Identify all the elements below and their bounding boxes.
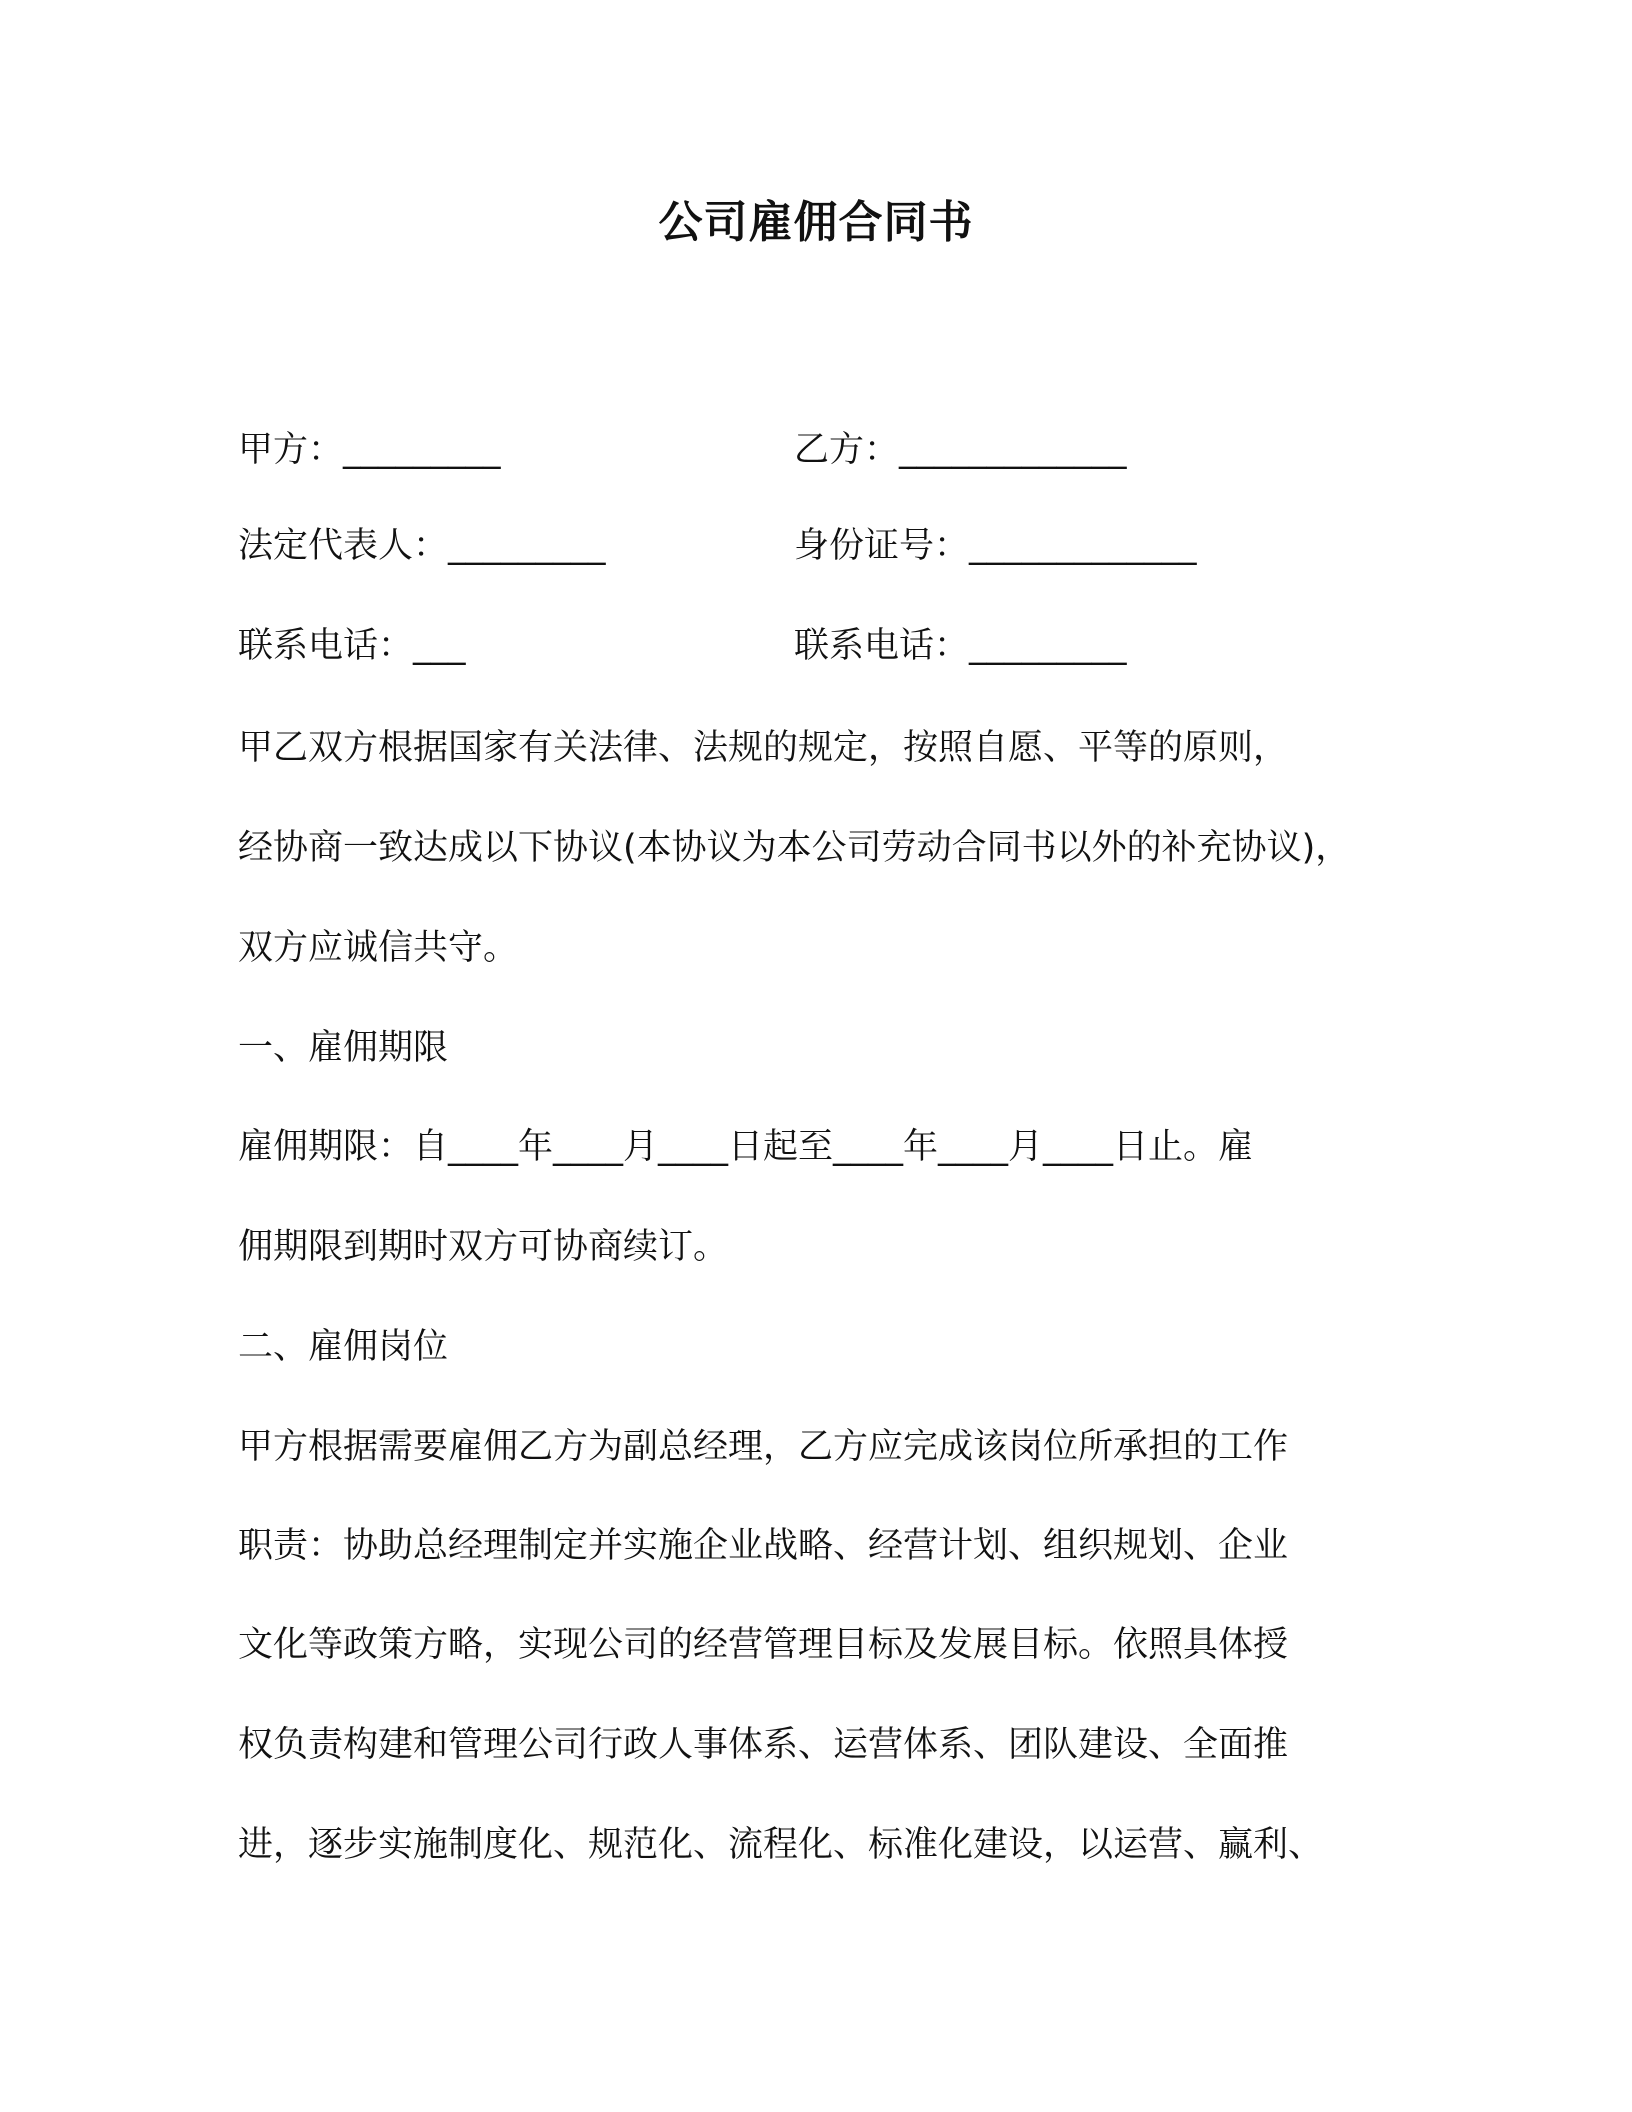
party-a-field: 甲方：_________ (238, 430, 501, 470)
party-b-phone-field: 联系电话：_________ (794, 626, 1127, 666)
party-a-phone-field: 联系电话：___ (238, 626, 466, 666)
section-text-line: 甲方根据需要雇佣乙方为副总经理，乙方应完成该岗位所承担的工作 (238, 1427, 1289, 1467)
section-heading-term: 一、雇佣期限 (238, 1028, 449, 1068)
section-text-line: 权负责构建和管理公司行政人事体系、运营体系、团队建设、全面推 (238, 1725, 1289, 1765)
section-text-line: 进，逐步实施制度化、规范化、流程化、标准化建设，以运营、赢利、 (238, 1825, 1324, 1865)
section-text-line: 文化等政策方略，实现公司的经营管理目标及发展目标。依照具体授 (238, 1625, 1289, 1665)
section-heading-position: 二、雇佣岗位 (238, 1327, 449, 1367)
legal-representative-field: 法定代表人：_________ (238, 526, 606, 566)
document-title: 公司雇佣合同书 (658, 197, 974, 248)
intro-line: 双方应诚信共守。 (238, 928, 519, 968)
section-text-line: 雇佣期限：自____年____月____日起至____年____月____日止。雇 (238, 1127, 1254, 1167)
party-b-field: 乙方：_____________ (794, 430, 1127, 470)
section-text-line: 佣期限到期时双方可协商续订。 (238, 1227, 729, 1267)
intro-line: 经协商一致达成以下协议(本协议为本公司劳动合同书以外的补充协议)， (238, 828, 1351, 868)
section-text-line: 职责：协助总经理制定并实施企业战略、经营计划、组织规划、企业 (238, 1526, 1289, 1566)
intro-line: 甲乙双方根据国家有关法律、法规的规定，按照自愿、平等的原则， (238, 728, 1289, 768)
id-number-field: 身份证号：_____________ (794, 526, 1197, 566)
